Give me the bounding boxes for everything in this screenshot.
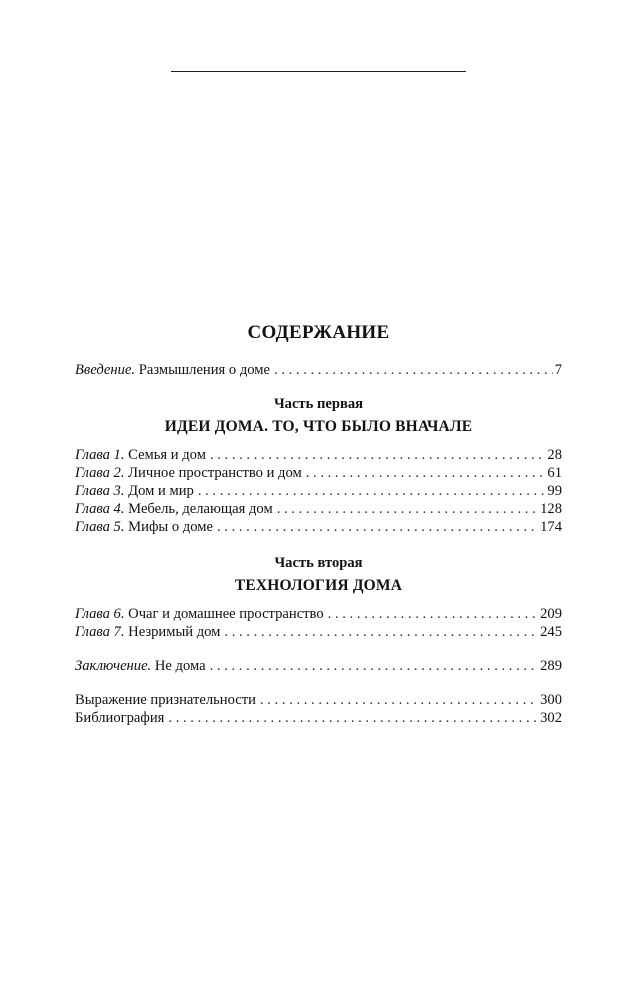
toc-entry-acknowledgements[interactable] (75, 691, 562, 709)
entry-text: Не дома (154, 658, 206, 674)
dot-leader (277, 500, 538, 518)
entry-text: Личное пространство и дом (128, 465, 302, 481)
entry-label: Введение. (75, 362, 136, 378)
entry-page: 28 (547, 447, 562, 463)
part-two-label: Часть вторая (274, 555, 363, 571)
toc-entry-chapter-6[interactable] (75, 605, 562, 623)
entry-text: Семья и дом (128, 447, 206, 463)
toc-entry-bibliography[interactable] (75, 709, 562, 727)
entry-page: 300 (540, 692, 562, 708)
entry-text: Незримый дом (128, 624, 221, 640)
dot-leader (210, 657, 539, 675)
entry-label: Заключение. (75, 658, 152, 674)
toc-entry-chapter-1[interactable] (75, 446, 562, 464)
dot-leader (168, 709, 538, 727)
entry-text: Библиография (75, 710, 165, 726)
entry-page: 61 (547, 465, 562, 481)
toc-entry-chapter-5[interactable] (75, 518, 562, 536)
toc-entry-chapter-4[interactable] (75, 500, 562, 518)
entry-page: 174 (540, 519, 562, 535)
toc-entry-chapter-7[interactable] (75, 623, 562, 641)
entry-label: Глава 1. (75, 447, 125, 463)
entry-text: Мифы о доме (128, 519, 213, 535)
dot-leader (306, 464, 546, 482)
entry-page: 99 (547, 483, 562, 499)
toc-entry-chapter-3[interactable] (75, 482, 562, 500)
entry-page: 289 (540, 658, 562, 674)
toc-entry-intro[interactable] (75, 361, 562, 379)
entry-page: 7 (554, 362, 562, 378)
part-two-title: ТЕХНОЛОГИЯ ДОМА (234, 577, 403, 594)
entry-label: Глава 3. (75, 483, 125, 499)
dot-leader (217, 518, 538, 536)
table-of-contents (75, 318, 562, 727)
entry-text: Выражение признательности (75, 692, 256, 708)
entry-page: 302 (540, 710, 562, 726)
top-rule (171, 71, 466, 72)
entry-text: Размышления о доме (138, 362, 271, 378)
entry-text: Очаг и домашнее пространство (128, 606, 324, 622)
entry-page: 128 (540, 501, 562, 517)
entry-label: Глава 4. (75, 501, 125, 517)
toc-entry-conclusion[interactable] (75, 657, 562, 675)
toc-entry-chapter-2[interactable] (75, 464, 562, 482)
entry-page: 209 (540, 606, 562, 622)
entry-label: Глава 2. (75, 465, 125, 481)
part-one-label: Часть первая (273, 396, 364, 412)
entry-page: 245 (540, 624, 562, 640)
entry-text: Дом и мир (128, 483, 194, 499)
dot-leader (224, 623, 538, 641)
entry-label: Глава 6. (75, 606, 125, 622)
dot-leader (274, 361, 553, 379)
part-one-title: ИДЕИ ДОМА. ТО, ЧТО БЫЛО ВНАЧАЛЕ (164, 418, 473, 435)
dot-leader (210, 446, 545, 464)
entry-label: Глава 5. (75, 519, 125, 535)
entry-text: Мебель, делающая дом (128, 501, 273, 517)
toc-title: СОДЕРЖАНИЕ (247, 322, 390, 343)
dot-leader (198, 482, 546, 500)
entry-label: Глава 7. (75, 624, 125, 640)
dot-leader (328, 605, 538, 623)
dot-leader (260, 691, 538, 709)
